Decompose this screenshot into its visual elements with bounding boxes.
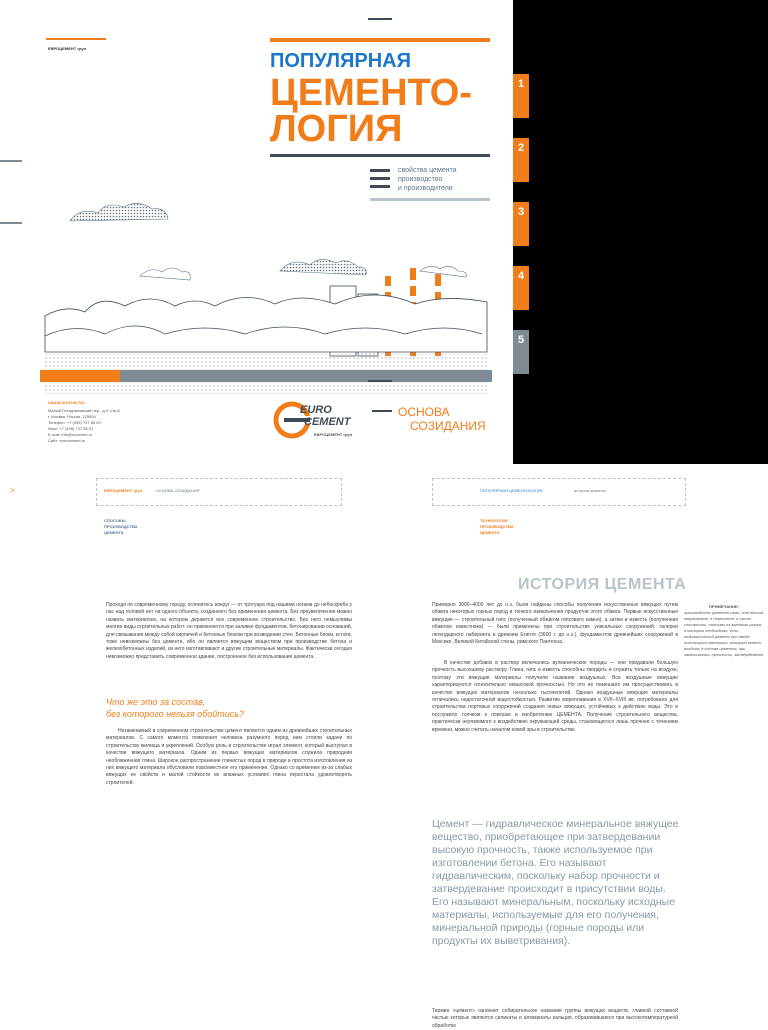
right-paragraph-1: Примерно 3000–4000 лет до н.э. были найдены способы получения искусственных вяжущих путем обжига некоторых горных пород и тонкого измельчения продуктов этого обжига. Первые искусственные вяжущие — строительный гипс (полученный обжигом гипсового камня), а затем и известь (полученная обжигом известняка) — были применены при строительстве уникальных сооружений: галереи легендарного лабиринта в древнем Египте (3600 г. до н.э.), фундаментов древнейших сооружений в Мексике, Великой Китайской стены, римского Пантеона.	[432, 602, 678, 646]
contact-line: г. Москва, Россия, 125009	[48, 414, 96, 419]
right-header-frame	[432, 478, 686, 506]
dark-panel	[513, 0, 768, 464]
cover-brand: ЕВРОЦЕМЕНТ груп	[48, 46, 87, 51]
contacts-heading: НАШИ КОНТАКТЫ	[48, 400, 85, 405]
cover-top-bar	[46, 38, 106, 40]
right-paragraph-3: Термин «цемент» означает собирательное название группы вяжущих веществ, главной составной частью которых являются силикаты и алюминаты кальция, образовавшиеся при высокотемпературной обработке	[432, 1008, 678, 1029]
slogan-rule	[372, 410, 392, 412]
cover-band-grey	[120, 370, 492, 382]
right-subtitle-line: ПРОИЗВОДСТВА	[480, 524, 514, 529]
contact-line: Телефон: +7 (495) 737 55 00	[48, 420, 101, 425]
tab-5[interactable]: 5	[513, 330, 529, 374]
right-subtitle	[480, 518, 514, 536]
tab-1[interactable]: 1	[513, 74, 529, 118]
tab-3[interactable]: 3	[513, 202, 529, 246]
edge-mark	[0, 160, 22, 162]
tab-4[interactable]: 4	[513, 266, 529, 310]
cover-band-orange	[40, 370, 120, 382]
left-header-title: ОСНОВА СОЗИДАНИЯ	[156, 488, 200, 493]
eurocement-logo	[272, 400, 367, 442]
sidenote	[684, 604, 764, 658]
right-subtitle-line: ТЕХНОЛОГИЯ	[480, 518, 508, 523]
section-title: ИСТОРИЯ ЦЕМЕНТА	[518, 576, 687, 593]
title-line-1: ПОПУЛЯРНАЯ	[270, 50, 411, 72]
contact-line: Сайт: eurocement.ru	[48, 438, 86, 443]
edge-mark	[0, 222, 22, 224]
title-bottom-rule	[270, 154, 490, 157]
right-header-title: ПОПУЛЯРНАЯ ЦЕМЕНТОЛОГИЯ	[480, 488, 543, 493]
slogan-line-1: ОСНОВА	[398, 405, 450, 419]
contact-line: E-mail: info@eurocem.ru	[48, 432, 93, 437]
question-line-1: Что же это за состав,	[106, 697, 206, 707]
toc-item: свойства цемента	[398, 167, 457, 174]
title-top-rule	[270, 38, 490, 42]
right-header-small: история цемента	[574, 488, 606, 493]
left-paragraph-1: Проходя по современному городу, оглянитесь вокруг — от тротуара под нашими ногами до небоскреба у нас над головой нет ни одного объекта, созданного без применения цемента. Без преувеличения можно назвать материалом, на котором держится все современное строительство. Без него немыслимы многие виды строительных работ: он применяется при заливке фундаментов, бетонировании оснований, для связывания между собой кирпичей и бетонных блоков при возведении стен. Бетонные блоки, кстати, тоже невозможны без цемента, ибо он является вяжущим веществом при производстве бетона и железобетонных изделий, из него изготавливают и другие строительные материалы. Фактически сегодня невозможно представить современное здание, построенное без использования цемента.	[106, 602, 352, 660]
toc-item: производство	[398, 176, 443, 183]
title-line-2: ЦЕМЕНТО-	[270, 72, 473, 114]
left-subtitle-line: СПОСОБЫ	[104, 518, 126, 523]
fold-mark	[368, 18, 392, 20]
definition-quote: Цемент — гидравлическое минеральное вяжущее вещество, приобретающее при затвердевании высокую прочность, также используемое при изготовлении бетона. Его называют гидравлическим, поскольку набор прочности и затвердевание происходит в присутствии воды. Его называют минеральным, поскольку исходные материалы, используемые для его получения, минеральной природы (горные породы или продукты их выветривания).	[432, 818, 679, 947]
tab-2[interactable]: 2	[513, 138, 529, 182]
fold-mark	[368, 380, 392, 382]
right-paragraph-2: В качестве добавок в раствор включались вулканические породы — они придавали большую прочность высохшему раствору. Глина, гипс и известь способны твердеть и служить только на воздухе, поэтому эти вяжущие материалы получили название воздушных. Все воздушные вяжущие характеризуются относительно невысокой прочностью. Но это не помешало им просуществовать в качестве вяжущих материалов несколько тысячелетий. Однако воздушные вяжущие материалы отличались недостаточной водостойкостью. Развитие мореплавания в XVII–XVIII вв. потребовало для строительства портовых сооружений создания новых вяжущих, устойчивых к действию воды. Это и послужило толчком к поискам и изобретению ЦЕМЕНТА. Получение строительного вещества, практически неуязвимого к воздействию окружающей среды, становящегося лишь прочнее с течением времени, можно считать началом новой эры в строительстве.	[432, 660, 678, 733]
left-header-brand: ЕВРОЦЕМЕНТ груп	[104, 488, 143, 493]
question-line-2: без которого нельзя обойтись?	[106, 709, 244, 719]
left-subtitle	[104, 518, 138, 536]
section-tabs	[513, 74, 529, 374]
logo-euro: EURO	[300, 404, 332, 416]
right-subtitle-line: ЦЕМЕНТА	[480, 530, 500, 535]
cover-page	[40, 36, 492, 466]
contact-line: Малый Гнездниковский пер., д.9, стр.8	[48, 408, 120, 413]
question-heading	[106, 696, 244, 720]
sidenote-heading: ПРИМЕЧАНИЕ:	[709, 604, 739, 609]
left-paragraph-2: Незаменимый в современном строительстве цемент является одним из древнейших строительных материалов. С самого момента появления человека разумного перед ним стояли задачи по строительству жилища и укреплений. Особую роль в строительстве играл элемент, который выступал в качестве вяжущего материала. Одним из первых вяжущих материалов служила природная необожженная глина. Широкое распространение глинистых пород в природе и простота изготовления из них вяжущего материала обусловили повсеместное его применение. Однако со временем из-за слабых вяжущих ее свойств и малой стойкости во влажных условиях глина перестала удовлетворять строителей.	[106, 728, 352, 786]
left-subtitle-line: ПРОИЗВОДСТВА	[104, 524, 138, 529]
contacts-block	[48, 408, 120, 444]
left-subtitle-line: ЦЕМЕНТА	[104, 530, 124, 535]
toc-item: и производители	[398, 185, 453, 192]
sidenote-text: производство цемента само, это весьма энергоемкое, в пересчете, в части стоимости, топливо из валового рынка, в котором необходимо, если гидравлический цемент при вводе используют материал, который может входить в состав цемента, при замешивании, прочность, затвердевание	[684, 610, 764, 657]
title-line-3: ЛОГИЯ	[270, 108, 403, 150]
arrow-mark: >	[10, 486, 15, 495]
contact-line: Факс: +7 (495) 737 55 01	[48, 426, 94, 431]
logo-cement: CEMENT	[304, 416, 351, 428]
logo-group: ЕВРОЦЕМЕНТ груп	[314, 432, 353, 437]
slogan-line-2: СОЗИДАНИЯ	[410, 419, 486, 433]
